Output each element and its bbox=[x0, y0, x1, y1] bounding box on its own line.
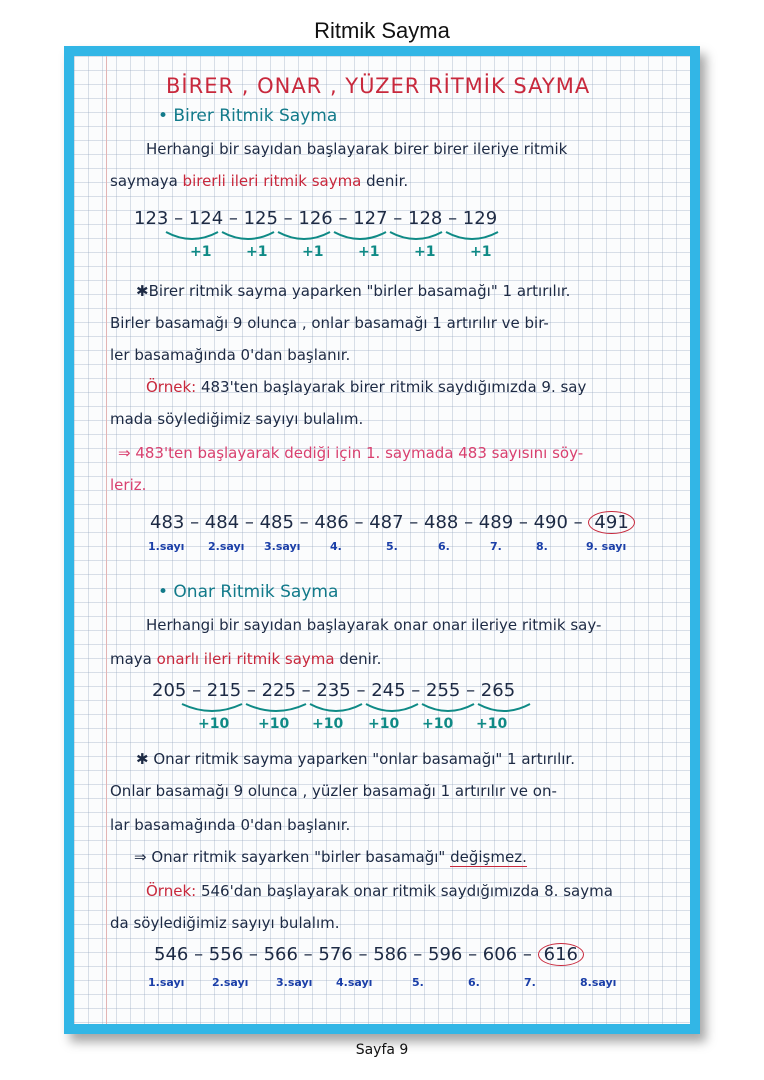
birer-example-label: 1.sayı bbox=[148, 540, 185, 553]
onar-example-label: 6. bbox=[468, 976, 480, 989]
onar-example-text: 546'dan başlayarak onar ritmik saydığımızda 8. sayma bbox=[200, 882, 613, 900]
onar-section-title: • Onar Ritmik Sayma bbox=[158, 582, 339, 602]
notebook-frame bbox=[64, 46, 700, 1034]
birer-example-label: 6. bbox=[438, 540, 450, 553]
birer-increment: +1 bbox=[302, 244, 324, 260]
onar-increment: +10 bbox=[312, 716, 344, 732]
page-title: Ritmik Sayma bbox=[314, 18, 450, 43]
onar-example-label: 3.sayı bbox=[276, 976, 313, 989]
onar-example-line1 bbox=[146, 882, 613, 900]
birer-example-seq-text: 483 – 484 – 485 – 486 – 487 – 488 – 489 – 490 – bbox=[150, 512, 583, 533]
onar-increment: +10 bbox=[368, 716, 400, 732]
birer-def-highlight: birerli ileri ritmik sayma bbox=[182, 172, 362, 190]
birer-example-label: 3.sayı bbox=[264, 540, 301, 553]
birer-example-line2: mada söylediğimiz sayıyı bulalım. bbox=[110, 410, 364, 428]
onar-example-label: 2.sayı bbox=[212, 976, 249, 989]
birer-hint-line2: leriz. bbox=[110, 476, 147, 494]
birer-section-title: • Birer Ritmik Sayma bbox=[158, 106, 338, 126]
onar-def-highlight: onarlı ileri ritmik sayma bbox=[156, 650, 335, 668]
notebook-page bbox=[74, 56, 690, 1024]
birer-example-line1 bbox=[146, 378, 586, 396]
birer-sequence: 123 – 124 – 125 – 126 – 127 – 128 – 129 bbox=[134, 208, 498, 229]
page-footer: Sayfa 9 bbox=[355, 1042, 409, 1058]
main-heading: BİRER , ONAR , YÜZER RİTMİK SAYMA bbox=[166, 74, 591, 98]
onar-example-label: 1.sayı bbox=[148, 976, 185, 989]
onar-example-label: 8.sayı bbox=[580, 976, 617, 989]
onar-increment: +10 bbox=[198, 716, 230, 732]
onar-hint-underlined: değişmez. bbox=[450, 848, 527, 866]
onar-def-text-a: maya bbox=[110, 650, 152, 668]
birer-note-line3: ler basamağında 0'dan başlanır. bbox=[110, 346, 351, 364]
onar-example-label: 5. bbox=[412, 976, 424, 989]
birer-example-text: 483'ten başlayarak birer ritmik saydığımızda 9. say bbox=[200, 378, 587, 396]
onar-definition-line1: Herhangi bir sayıdan başlayarak onar onar ileriye ritmik say- bbox=[146, 616, 602, 634]
onar-example-label: 4.sayı bbox=[336, 976, 373, 989]
onar-note-line1: ✱ Onar ritmik sayma yaparken "onlar basamağı" 1 artırılır. bbox=[136, 750, 575, 768]
birer-example-label: 2.sayı bbox=[208, 540, 245, 553]
onar-note-line2: Onlar basamağı 9 olunca , yüzler basamağı 1 artırılır ve on- bbox=[110, 782, 557, 800]
onar-example-label: 7. bbox=[524, 976, 536, 989]
birer-increment: +1 bbox=[470, 244, 492, 260]
birer-increment: +1 bbox=[414, 244, 436, 260]
birer-example-label: Örnek: bbox=[146, 378, 197, 396]
birer-hint-line1: ⇒ 483'ten başlayarak dediği için 1. saymada 483 sayısını söy- bbox=[118, 444, 584, 462]
onar-example-sequence bbox=[154, 944, 584, 965]
birer-example-sequence bbox=[150, 512, 635, 533]
birer-example-label: 9. sayı bbox=[586, 540, 627, 553]
birer-example-label: 4. bbox=[330, 540, 342, 553]
onar-hint-text: ⇒ Onar ritmik sayarken "birler basamağı" bbox=[134, 848, 446, 866]
birer-def-text-b: denir. bbox=[366, 172, 409, 190]
onar-note-line3: lar basamağında 0'dan başlanır. bbox=[110, 816, 351, 834]
onar-increment: +10 bbox=[258, 716, 290, 732]
onar-increment: +10 bbox=[476, 716, 508, 732]
birer-example-label: 7. bbox=[490, 540, 502, 553]
onar-example-answer: 616 bbox=[538, 943, 584, 966]
birer-example-label: 5. bbox=[386, 540, 398, 553]
onar-example-label: Örnek: bbox=[146, 882, 197, 900]
birer-definition-line1: Herhangi bir sayıdan başlayarak birer birer ileriye ritmik bbox=[146, 140, 568, 158]
birer-example-answer: 491 bbox=[588, 511, 634, 534]
onar-definition-line2 bbox=[110, 650, 381, 668]
onar-example-seq-text: 546 – 556 – 566 – 576 – 586 – 596 – 606 – bbox=[154, 944, 532, 965]
onar-example-line2: da söylediğimiz sayıyı bulalım. bbox=[110, 914, 340, 932]
onar-increment: +10 bbox=[422, 716, 454, 732]
birer-increment: +1 bbox=[246, 244, 268, 260]
onar-sequence: 205 – 215 – 225 – 235 – 245 – 255 – 265 bbox=[152, 680, 516, 701]
onar-hint bbox=[134, 848, 527, 866]
birer-note-line1: ✱Birer ritmik sayma yaparken "birler basamağı" 1 artırılır. bbox=[136, 282, 571, 300]
birer-example-label: 8. bbox=[536, 540, 548, 553]
birer-note-line2: Birler basamağı 9 olunca , onlar basamağı 1 artırılır ve bir- bbox=[110, 314, 549, 332]
onar-def-text-b: denir. bbox=[339, 650, 382, 668]
birer-def-text-a: saymaya bbox=[110, 172, 178, 190]
birer-increment: +1 bbox=[190, 244, 212, 260]
birer-increment: +1 bbox=[358, 244, 380, 260]
